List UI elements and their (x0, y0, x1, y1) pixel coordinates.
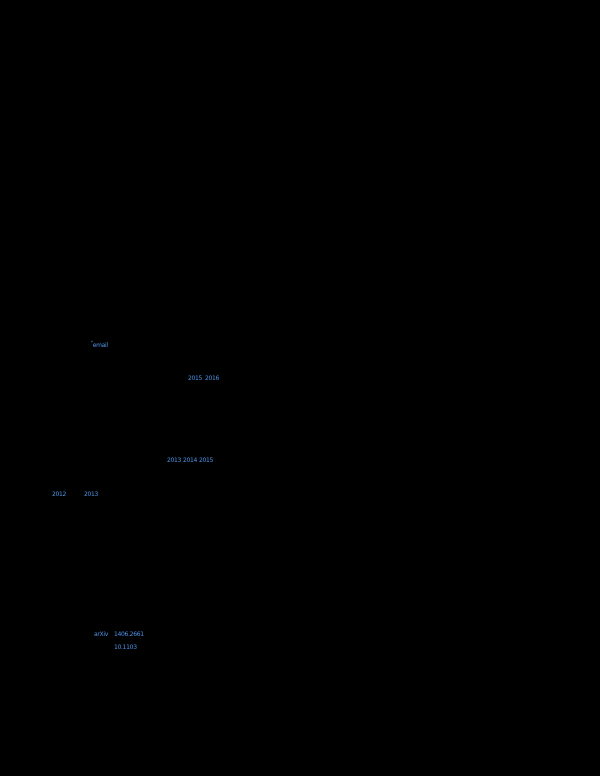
inline-citation-link[interactable]: 2013 (84, 491, 99, 498)
inline-citation-link[interactable]: 2015 (199, 457, 214, 464)
inline-citation-link[interactable]: 2012 (52, 491, 67, 498)
footnote-email-link[interactable] (91, 341, 108, 349)
reference-doi-link[interactable]: 10.1103 (114, 644, 137, 651)
reference-arxiv-link[interactable]: arXiv (94, 631, 108, 638)
footnote-marker: * (91, 340, 93, 345)
inline-citation-link[interactable]: 2014 (183, 457, 198, 464)
reference-arxiv-id-link[interactable]: 1406.2661 (114, 631, 144, 638)
footnote-email-text: email (92, 342, 108, 349)
inline-citation-link[interactable]: 2015 (188, 375, 203, 382)
inline-citation-link[interactable]: 2016 (205, 375, 220, 382)
inline-citation-link[interactable]: 2013 (167, 457, 182, 464)
